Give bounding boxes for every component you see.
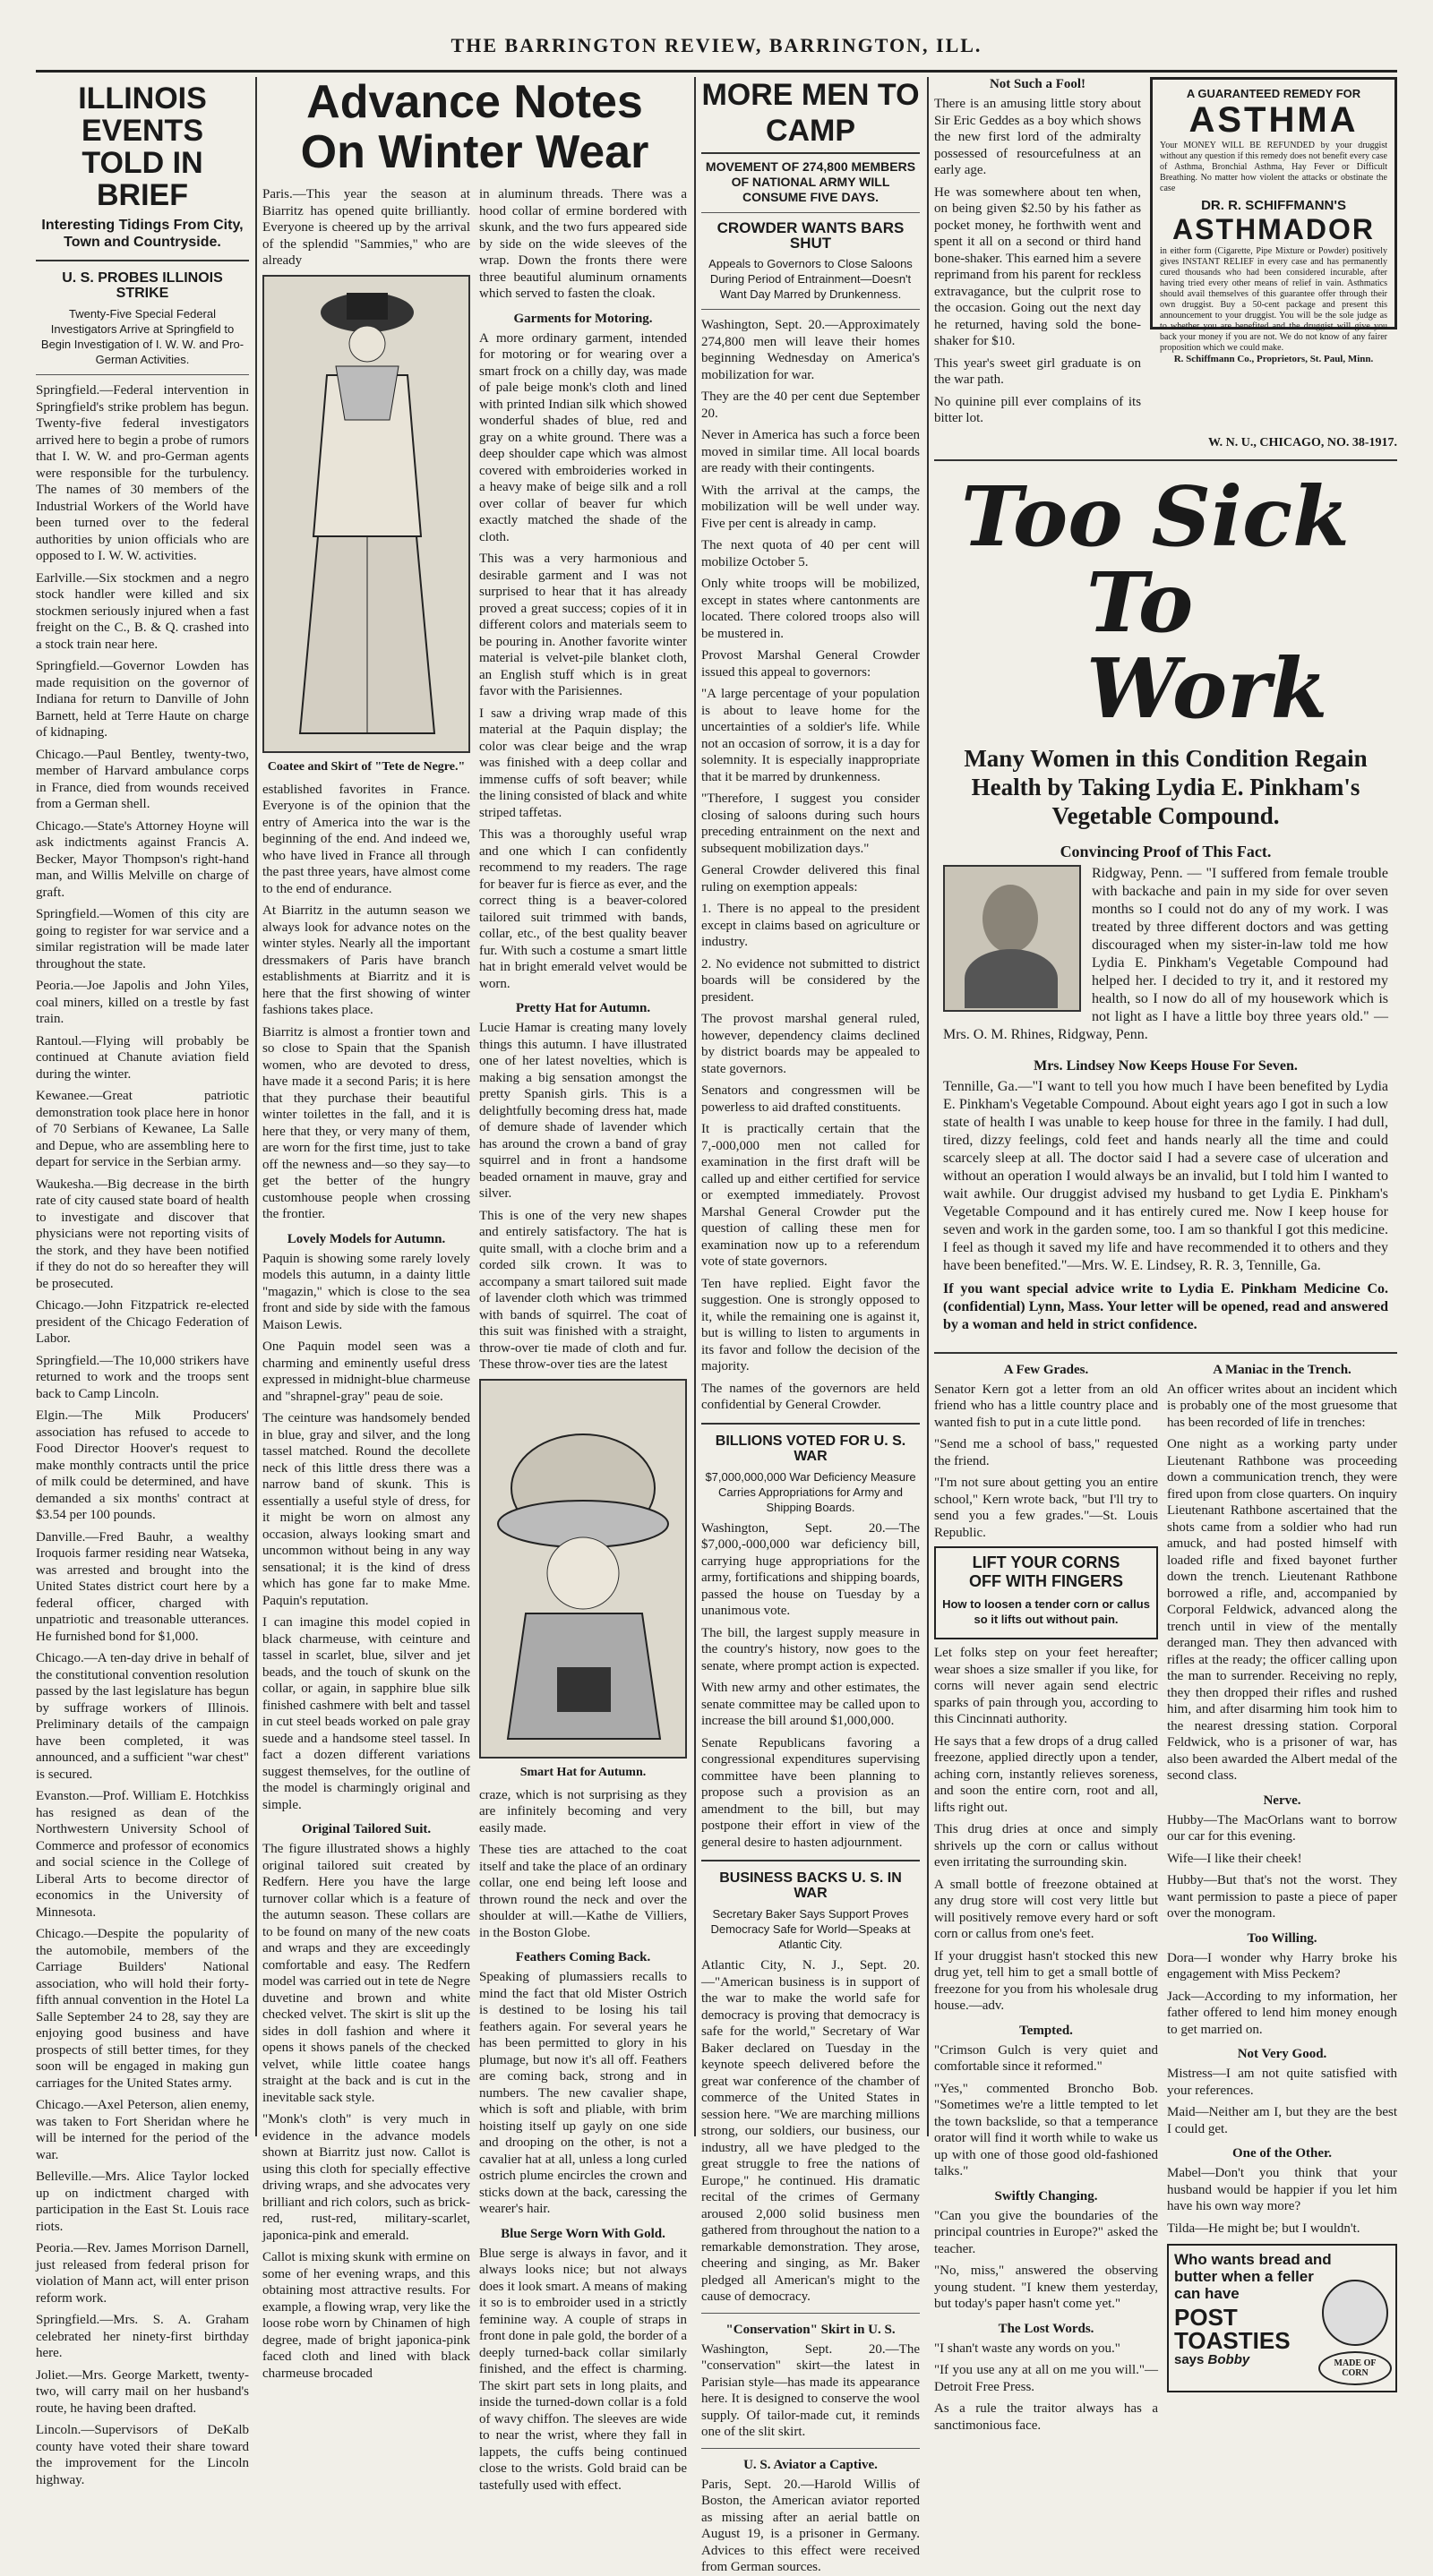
article-body (479, 1969, 687, 2218)
paragraph: He was somewhere about ten when, on being given $2.50 by his father as pocket money, he forthwith went and spent it all on a second or third hand bone-shaker. This earned him a severe reprimand from his parent for reckless extravagance, but the culprit rose to the occasion. Going out the next day he returned, having sold the bone-shaker for $10. (934, 184, 1142, 348)
paragraph: 2. No evidence not submitted to district boards will be considered by the president. (701, 956, 920, 1005)
article-body (1167, 1812, 1397, 1922)
paragraph: "A large percentage of your population is about to leave home for the uncertainties of a soldier's life. While not an occasion of sorrow, it is a day for solemnity. It is especially inappropriate that it be marred by drunkenness. (701, 687, 920, 784)
paragraph: "Can you give the boundaries of the principal countries in Europe?" asked the teacher. (934, 2208, 1158, 2256)
paragraph: This is one of the very new shapes and entirely satisfactory. The hat is quite small, with a cloche brim and a corded silk crown. It was to accompany a smart tailored suit made of lavender cloth which was trimmed with bands of squirrel. The coat of this suit was finished with a straight, throw-over tie made of cloth and fur. These throw-over ties are the latest (479, 1208, 687, 1372)
fashion-right-column (479, 186, 687, 2499)
paragraph: Evanston.—Prof. William E. Hotchkiss has resigned as dean of the Northwestern University School of Commerce and professor of economics and social science in the College of Liberal Arts to become director of economics in the University of Minnesota. (36, 1789, 249, 1920)
illustration-caption: Coatee and Skirt of "Tete de Negre." (267, 759, 466, 774)
article-body (934, 1382, 1158, 1542)
paragraph: Only white troops will be mobilized, except in states where cantonments are located. There colored troops also will be mustered in. (701, 577, 920, 641)
sub-headline: CROWDER WANTS BARS SHUT (716, 219, 905, 252)
paragraph: Chicago.—John Fitzpatrick re-elected president of the Chicago Federation of Labor. (36, 1298, 249, 1346)
paragraph: Chicago.—Axel Peterson, alien enemy, was taken to Fort Sheridan where he will be interned for the period of the war. (36, 2098, 249, 2162)
article-body (934, 2341, 1158, 2396)
sub-heading: Blue Serge Worn With Gold. (501, 2226, 665, 2241)
corns-box (934, 1546, 1158, 1639)
sub-heading: One of the Other. (1231, 2146, 1333, 2161)
paragraph: in aluminum threads. There was a hood collar of ermine bordered with skunk, and the two furs appeared side by side on the wide sleeves of the wrap. Down the fronts there were three beautiful aluminum ornaments which served to fasten the cloak. (479, 187, 687, 301)
ad-sub: Convincing Proof of This Fact. (1060, 842, 1272, 860)
column-rule (927, 77, 929, 2136)
boy-face-icon (1322, 2280, 1388, 2346)
ad-advice: If you want special advice write to Lydia E. Pinkham Medicine Co. (confidential) Lynn, Mass. Your letter will be opened, read and answered by a woman and held in strict confidence. (943, 1280, 1388, 1332)
corns-deck: How to loosen a tender corn or callus so it lifts out without pain. (942, 1597, 1150, 1626)
paragraph: The names of the governors are held confidential by General Crowder. (701, 1381, 920, 1412)
fashion-left-column (262, 186, 470, 2499)
paragraph: One night as a working party under Lieutenant Rathbone was proceeding down a communication trench, they were fired upon from close quarters. On inquiry Lieutenant Rathbone ascertained that the shots came from a soldier who had run amuck, and had posted himself with loaded rifle and fixed bayonet further down the trench. Lieutenant Rathbone borrowed a rifle, and, accompanied by Corporal Feldwick, advanced along the trench until in view of the mentally deranged man. They then advanced with rifles at the ready; the officer calling upon the man to surrender. Receiving no reply, they then dropped their rifles and rushed him, and after disarming him took him to the nearest dressing station. Corporal Feldwick, who is a prisoner of war, has also been awarded the Albert medal of the second class. (1167, 1437, 1397, 1783)
paragraph: This drug dries at once and simply shrivels up the corn or callus without even irritating the surrounding skin. (934, 1822, 1158, 1870)
sub-heading: Garments for Motoring. (513, 311, 653, 326)
paragraph: Chicago.—Despite the popularity of the automobile, members of the Carriage Builders' National association, who will hold their forty-fifth annual convention in the Hotel La Salle September 24 to 28, say they are enjoying good business and have prospects of still better times, for they soon will be engaged in making gun carriages for the United States army. (36, 1927, 249, 2091)
article-body (1167, 1382, 1397, 1784)
paragraph: Springfield.—Women of this city are going to register for war service and a similar registration will be made later throughout the state. (36, 907, 249, 971)
divider (36, 374, 249, 375)
sub-deck: Secretary Baker Says Support Proves Democracy Safe for World—Speaks at Atlantic City. (710, 1907, 911, 1951)
sub-deck: $7,000,000,000 War Deficiency Measure Carries Appropriations for Army and Shipping Boards. (705, 1469, 916, 1514)
paragraph: Chicago.—A ten-day drive in behalf of the constitutional convention resolution passed by the last legislature has begun by suffrage workers of Illinois. Preliminary details of the campaign have been completed, it was announced, and a sufficient "war chest" is secured. (36, 1651, 249, 1782)
paragraph: Lincoln.—Supervisors of DeKalb county have voted their share toward the improvement for the Lincoln highway. (36, 2423, 249, 2487)
column-illinois-events (36, 77, 249, 2487)
paragraph: Peoria.—Joe Japolis and John Yiles, coal miners, killed on a trestle by fast train. (36, 979, 249, 1026)
article-body (934, 1645, 1158, 2015)
paragraph: Dora—I wonder why Harry broke his engagement with Miss Peckem? (1167, 1950, 1397, 1981)
paragraph: Chicago.—Paul Bentley, twenty-two, member of Harvard ambulance corps in France, died from wounds received from a German shell. (36, 747, 249, 811)
sub-heading: Feathers Coming Back. (515, 1950, 651, 1964)
paragraph: This was a thoroughly useful wrap and one which I can confidently recommend to my readers. The rage for beaver fur is fierce as ever, and the correct thing is a beaver-colored tailored suit trimmed with bands, collar, etc., of the best quality beaver fur. With such a costume a smart little hat in bright emerald velvet would be worn. (479, 827, 687, 991)
paragraph: "No, miss," answered the observing young student. "I knew them yesterday, but today's paper hasn't come yet." (934, 2264, 1158, 2311)
ad-body: in either form (Cigarette, Pipe Mixture or Powder) positively gives INSTANT RELIEF in every case and has permanently cured thousands who had been considered incurable, after having tried every other means of relief in vain. Asthmatics should avail themselves of this guarantee offer through their own druggist. Buy a 50-cent package and present this announcement to your druggist. You will be the sole judge as to whether you are benefited and the druggist will give you back your money if you are not. We do not know of any fairer proposition which we could make. (1160, 246, 1387, 353)
sub-heading: Nerve. (1263, 1793, 1301, 1808)
paragraph: Ten have replied. Eight favor the suggestion. One is strongly opposed to it, while the remaining one is against it, but is willing to listen to arguments in its favor and follow the decision of the majority. (701, 1276, 920, 1374)
illustration-caption: Smart Hat for Autumn. (519, 1765, 647, 1779)
article-body (701, 2477, 920, 2576)
paragraph: Springfield.—The 10,000 strikers have returned to work and the troops sent back to Camp Lincoln. (36, 1353, 249, 1401)
sub-heading: Too Willing. (1247, 1930, 1317, 1946)
ad-sub: Mrs. Lindsey Now Keeps House For Seven. (1034, 1057, 1298, 1074)
article-body (479, 1787, 687, 1942)
paragraph: Senate Republicans favoring a congressional expenditures supervising committee have been planning to propose such a provision as an amendment to the bill, but may postpone their effort in view of the general desire to hasten adjournment. (701, 1735, 920, 1850)
paragraph: Senator Kern got a letter from an old friend who has a little country place and wanted fish to put in a cute little pond. (934, 1382, 1158, 1430)
testimonial: Tennille, Ga.—"I want to tell you how much I have been benefited by Lydia E. Pinkham's Vegetable Compound. About eight years ago I got in such a low state of health I was unable to keep house for three in the family. I had dull, tired, dizzy feelings, cold feet and hands nearly all the time and could scarcely sleep at all. The doctor said I had a severe case of ulceration and without an operation I would always be an invalid, but I told him I wanted to wait awhile. Our druggist advised my husband to get Lydia E. Pinkham's Vegetable Compound and it has entirely cured me. Now I keep house for seven and work in the garden some, too. I am so thankful I got this medicine. I feel as though it saved my life and have recommended it to others and they have been benefited."—Mrs. W. E. Lindsey, R. R. 3, Tennille, Ga. (943, 1078, 1388, 1273)
column-rule (255, 77, 257, 2136)
sub-heading: U. S. Aviator a Captive. (743, 2457, 878, 2472)
sub-heading: Tempted. (1019, 2023, 1073, 2038)
ad-title-too-sick: Too Sick (961, 467, 1350, 565)
paragraph: I can imagine this model copied in black charmeuse, with ceinture and tassel in scarlet, blue, silver and jet beads, and the touch of skunk on the collar, or again, in sapphire blue silk finished cashmere with belt and tassel in cut steel beads worked on pale gray suede and a handsome steel tassel. In fact a dozen different variations suggest themselves, for the outline of the model is charmingly original and simple. (262, 1615, 470, 1812)
sub-heading: Lovely Models for Autumn. (287, 1231, 446, 1246)
paragraph: Paris.—This year the season at Biarritz has opened quite brilliantly. Everyone is cheered up by the arrival of the splendid "Sammies," who are already (262, 187, 470, 268)
misc-right-column (1167, 1363, 1397, 2440)
paragraph: Waukesha.—Big decrease in the birth rate of city caused state board of health to investigate and discover that physicians were not reporting visits of the stork, and they have been notified if they do not do so hereafter they will be prosecuted. (36, 1177, 249, 1291)
sub-heading: "Conservation" Skirt in U. S. (725, 2322, 896, 2337)
paragraph: This year's sweet girl graduate is on the war path. (934, 355, 1142, 387)
divider (701, 1860, 920, 1861)
article-body (934, 96, 1141, 427)
paragraph: The next quota of 40 per cent will mobilize October 5. (701, 538, 920, 569)
article-body (1167, 2066, 1397, 2137)
article-body (701, 1520, 920, 1852)
sub-heading: Original Tailored Suit. (301, 1822, 432, 1836)
ad-brand: DR. R. SCHIFFMANN'S (1201, 198, 1346, 213)
ad-title-to-work: To Work (1086, 553, 1328, 737)
paragraph: Let folks step on your feet hereafter; wear shoes a size smaller if you like, for corns will never again send electric sparks of pain through you, according to this Cincinnati authority. (934, 1646, 1158, 1726)
paragraph: As a rule the traitor always has a sanctimonious face. (934, 2401, 1158, 2433)
article-body (262, 1251, 470, 1814)
ad-line: can have (1174, 2285, 1240, 2302)
paragraph: Chicago.—State's Attorney Hoyne will ask indictments against Francis A. Becker, Mayor Thompson's right-hand man, and Willis Melville on charge of graft. (36, 818, 249, 900)
paragraph: Belleville.—Mrs. Alice Taylor locked up on indictment charged with participation in the East St. Louis race riots. (36, 2169, 249, 2234)
ad-title: ASTHMA (1188, 100, 1359, 140)
ad-product: TOASTIES (1174, 2327, 1291, 2354)
deck: Interesting Tidings From City, Town and Countryside. (41, 218, 244, 250)
paragraph: craze, which is not surprising as they are infinitely becoming and very easily made. (479, 1787, 687, 1836)
sub-deck: Twenty-Five Special Federal Investigators Arrive at Springfield to Begin Investigation of I. W. W. and Pro-German Activities. (40, 307, 245, 366)
paragraph: Peoria.—Rev. James Morrison Darnell, just released from federal prison for violation of Mann act, will enter prison reform work. (36, 2241, 249, 2306)
paragraph: They are the 40 per cent due September 20. (701, 389, 920, 421)
paragraph: "I shan't waste any words on you." (934, 2341, 1120, 2356)
sub-heading: A Maniac in the Trench. (1213, 1362, 1351, 1377)
article-body (479, 1020, 687, 1374)
article-body (36, 382, 249, 2488)
paragraph: "Therefore, I suggest you consider closing of saloons during such hours preceding entrainment on the next and subsequent mobilization days." (701, 792, 920, 856)
paragraph: "Monk's cloth" is very much in evidence in the advance models shown at Biarritz just now. Callot is using this cloth for specially effective driving wraps, and she advocates very brilliant and rich colors, such as brick-red, rust-red, military-scarlet, japonica-pink and emerald. (262, 2112, 470, 2243)
paragraph: Kewanee.—Great patriotic demonstration took place here in honor of 70 Serbians of Kewanee, La Salle and Depue, who are assembling here to depart for service in the Serbian army. (36, 1089, 249, 1169)
divider (701, 212, 920, 213)
divider (36, 260, 249, 261)
masthead: THE BARRINGTON REVIEW, BARRINGTON, ILL. (36, 34, 1397, 73)
divider (701, 1423, 920, 1425)
wnu-line: W. N. U., CHICAGO, NO. 38-1917. (1207, 435, 1397, 449)
paragraph: Hubby—The MacOrlans want to borrow our car for this evening. (1167, 1812, 1397, 1844)
paragraph: If your druggist hasn't stocked this new drug yet, tell him to get a small bottle of freezone for you from his wholesale drug house.—adv. (934, 1948, 1158, 2013)
article-body (479, 330, 687, 993)
ad-brand: POST (1174, 2304, 1238, 2331)
paragraph: Tilda—He might be; but I wouldn't. (1167, 2221, 1360, 2236)
paragraph: A small bottle of freezone obtained at any drug store will cost very little but will positively remove every hard or soft corn or callus from one's feet. (934, 1877, 1158, 1941)
pinkham-ad (934, 467, 1397, 1343)
paragraph: "Send me a school of bass," requested the friend. (934, 1437, 1158, 1468)
divider (934, 459, 1397, 461)
testimonial: Ridgway, Penn. — "I suffered from female trouble with backache and pain in my side for over seven months so I could not do any of my work. I was treated by three different doctors and was getting discouraged when my sister-in-law told me how Lydia E. Pinkham's Vegetable Compound had helped her. I decided to try it, and it restored my health, so I now do all of my housework which is not light as I have a little boy three years old." — Mrs. O. M. Rhines, Ridgway, Penn. (943, 865, 1388, 1042)
paragraph: Springfield.—Federal intervention in Springfield's strike problem has begun. Twenty-five federal investigators arrived here to begin a probe of rumors that I. W. W. and pro-German agents were responsible for the turbulency. The names of 30 members of the Industrial Workers of the World have been turned over to the federal authorities by union officials who are opposed to I. W. W. activities. (36, 383, 249, 563)
paragraph: With new army and other estimates, the senate committee may be called upon to increase the bill around $1,000,000. (701, 1681, 920, 1728)
divider (934, 1352, 1397, 1354)
paragraph: Biarritz is almost a frontier town and so close to Spain that the Spanish women, who are devoted to dress, have made it a second Paris; it is here that they purchase their beautiful winter toilettes in the fall, and it is here that they, or very many of them, are worn for the first time, just to take off the newness and—so they say—to get the better of the hungry customhouse people when crossing the frontier. (262, 1024, 470, 1221)
headline-illinois-events: ILLINOIS EVENTS (78, 81, 207, 148)
ad-says: says (1174, 2352, 1205, 2367)
paragraph: Springfield.—Mrs. S. A. Graham celebrated her ninety-first birthday here. (36, 2313, 249, 2360)
article-body (479, 186, 687, 303)
paragraph: Maid—Neither am I, but they are the best I could get. (1167, 2105, 1397, 2136)
ad-badge: MADE OF CORN (1318, 2351, 1392, 2385)
paragraph: Atlantic City, N. J., Sept. 20.—"American business is in support of the war to make the world safe for democracy is proving that democracy is safe for the world," Secretary of War Baker declared on Tuesday in the keynote speech delivered before the great war conference of the chamber of commerce of the United States in session here. "We are marching millions strong, our soldiers, our business, our industry, all we have pledged to the great struggle to free the nations of Europe," he continued. His dramatic recital of the crimes of Germany aroused 2,000 solid business men gathered from throughout the nation to a remarkable demonstration. They arose, cheering and singing, as Mr. Baker pledged all American's might to the cause of democracy. (701, 1958, 920, 2304)
woman-figure-icon (264, 277, 468, 748)
paragraph: Washington, Sept. 20.—Approximately 274,800 men will leave their homes beginning Wednesday on America's mobilization for war. (701, 318, 920, 382)
paragraph: "I'm not sure about getting you an entire school," Kern wrote back, "but I'll try to send you a few grades."—St. Louis Republic. (934, 1476, 1158, 1540)
paragraph: Hubby—But that's not the worst. They want permission to paste a piece of paper over the monogram. (1167, 1873, 1397, 1921)
paragraph: "If you use any at all on me you will."—Detroit Free Press. (934, 2363, 1158, 2394)
corns-title: LIFT YOUR CORNS (972, 1553, 1120, 1571)
headline-advance-notes: Advance Notes (306, 76, 643, 128)
coatee-illustration (262, 275, 470, 774)
article-body (701, 1957, 920, 2306)
article-body (934, 2208, 1158, 2313)
paragraph: Washington, Sept. 20.—The $7,000,-000,000 war deficiency bill, carrying huge appropriations for the army, fortifications and shipping boards, passed the house on Tuesday by a unanimous vote. (701, 1520, 920, 1618)
paragraph: Wife—I like their cheek! (1167, 1851, 1302, 1866)
paragraph: "Crimson Gulch is very quiet and comfortable since it reformed." (934, 2042, 1158, 2074)
paragraph: At Biarritz in the autumn season we always look for advance notes on the winter styles. Nearly all the important dressmakers of Paris have branch establishments at Biarritz and it is here that the first showing of winter fashions takes place. (262, 903, 470, 1017)
paragraph: Never in America has such a force been moved in similar time. All local boards are ready with their contingents. (701, 428, 920, 475)
paragraph: "Yes," commented Broncho Bob. "Sometimes we're a little tempted to let the town backslide, so that a temperance orator will find it worth while to wake us up with one of those good old-fashioned talks." (934, 2081, 1158, 2178)
paragraph: Paris, Sept. 20.—Harold Willis of Boston, the American aviator reported as missing after an aerial battle on August 19, is a prisoner in Germany. Advices to this effect were received from German sources. (701, 2477, 920, 2574)
paragraph: An officer writes about an incident which is probably one of the most gruesome that has been recorded of life in trenches: (1167, 1382, 1397, 1430)
paragraph: Springfield.—Governor Lowden has made requisition on the governor of Indiana for return to Danville of John Barnett, held at Terre Haute on charge of kidnaping. (36, 659, 249, 740)
article-body (479, 2246, 687, 2495)
sub-heading: Pretty Hat for Autumn. (515, 1001, 651, 1015)
sub-heading: The Lost Words. (998, 2321, 1094, 2336)
paragraph: Joliet.—Mrs. George Markett, twenty-two, will carry mail on her husband's route, he having been drafted. (36, 2367, 249, 2416)
article-body (262, 1841, 470, 2382)
sub-headline: BILLIONS VOTED FOR U. S. WAR (715, 1433, 906, 1464)
paragraph: established favorites in France. Everyone is of the opinion that the entry of America into the war is the beginning of the end. And indeed we, who have lived in France all through the past three years, have almost come to the end of endurance. (262, 782, 470, 896)
paragraph: The ceinture was handsomely bended in blue, gray and silver, and the long tassel matched. Round the decollete neck of this little dress there was a narrow band of skunk. This is essentially a useful style of dress, for it might be worn on almost any occasion, always looking smart and uncommon without being in any way sensational; it is the kind of dress which has gone far to make Mme. Paquin's reputation. (262, 1411, 470, 1608)
ad-tagline: A GUARANTEED REMEDY FOR (1186, 87, 1361, 100)
sub-deck: Appeals to Governors to Close Saloons During Period of Entrainment—Doesn't Want Day Marred by Drunkenness. (708, 257, 913, 301)
paragraph: Paquin is showing some rarely lovely models this autumn, in a dainty little "magazin," which is close to the sea front and side by side with the famous Maison Lewis. (262, 1251, 470, 1332)
headline-more-men-to-camp: MORE MEN TO CAMP (701, 77, 920, 154)
paragraph: Washington, Sept. 20.—The "conservation" skirt—the latest in Parisian style—has made its appearance here. It is designed to conserve the wool supply. Of tailor-made cut, it reminds one of the slit skirt. (701, 2341, 920, 2439)
paragraph: Danville.—Fred Bauhr, a wealthy Iroquois farmer residing near Watseka, was arrested and brought into the United States district court here by a federal officer, charged with unpatriotic and treasonable utterances. He furnished bond for $1,000. (36, 1529, 249, 1644)
sub-headline: BUSINESS BACKS U. S. IN WAR (719, 1870, 902, 1901)
column-more-men-to-camp (701, 77, 920, 2574)
not-such-a-fool (934, 77, 1141, 432)
article-body (701, 317, 920, 1414)
paragraph: Provost Marshal General Crowder issued this appeal to governors: (701, 648, 920, 680)
corns-title: OFF WITH FINGERS (969, 1572, 1123, 1590)
paragraph: I saw a driving wrap made of this material at the Paquin display; the color was clear beige and the wrap was finished with a deep collar and immense cuffs of soft beaver; while the lining consisted of black and white striped taffetas. (479, 706, 687, 820)
paragraph: The bill, the largest supply measure in the country's history, now goes to the senate, where prompt action is expected. (701, 1625, 920, 1673)
paragraph: Senators and congressmen will be powerless to aid drafted constituents. (701, 1083, 920, 1115)
paragraph: Blue serge is always in favor, and it always looks nice; but not always does it look smart. A means of making it so is to embroider used in a strictly feminine way. A couple of straps in front done in pale gold, the border of a deeply turned-back collar similarly finished, and the effect is charming. The skirt part sets in long plaits, and inside the turned-down collar is a fold of wavy chiffon. The sleeves are wide to near the wrist, where they fall in lappets, the cuffs being continued close to the wrists. Gold braid can be tastefully used with effect. (479, 2246, 688, 2493)
deck: MOVEMENT OF 274,800 MEMBERS OF NATIONAL ARMY WILL CONSUME FIVE DAYS. (705, 159, 916, 204)
ad-signature: R. Schiffmann Co., Proprietors, St. Paul, Minn. (1173, 354, 1374, 364)
headline-told-in-brief: TOLD IN BRIEF (82, 146, 203, 212)
paragraph: 1. There is no appeal to the president except in claims based on agriculture or industry. (701, 902, 920, 949)
column-rule (694, 77, 696, 2136)
divider (701, 309, 920, 310)
sub-headline: U. S. PROBES ILLINOIS STRIKE (62, 270, 223, 301)
ad-product: ASTHMADOR (1172, 213, 1376, 245)
hat-figure-icon (481, 1381, 685, 1753)
paragraph: Elgin.—The Milk Producers' association has refused to accede to Food Director Hoover's request to make monthly contracts until the price of milk could be determined, and have demanded a six months' contract at $3.54 per 100 pounds. (36, 1408, 249, 1522)
paragraph: A more ordinary garment, intended for motoring or for wearing over a smart frock on a chilly day, was made of pale beige monk's cloth and lined with printed Indian silk which showed wonderful shades of blue, red and gray on a white ground. There was a deep shoulder cape which was almost covered with embroideries worked in a heavy make of beige silk and a roll over collar of beaver fur which exactly matched the shade of the cloth. (479, 330, 687, 544)
divider (701, 2448, 920, 2449)
misc-left-column (934, 1363, 1158, 2440)
paragraph: Jack—According to my information, her father offered to lend him money enough to get married on. (1167, 1989, 1397, 2037)
ad-line: Who wants bread and (1174, 2251, 1332, 2268)
paragraph: General Crowder delivered this final ruling on exemption appeals: (701, 863, 920, 894)
paragraph: There is an amusing little story about Sir Eric Geddes as a boy which shows the new first lord of the admiralty possessed of resourcefulness at an early age. (934, 97, 1142, 177)
ad-line: butter when a feller (1174, 2268, 1314, 2285)
ad-deck: Many Women in this Condition Regain Health by Taking Lydia E. Pinkham's Vegetable Compound. (964, 744, 1368, 829)
paragraph: It is practically certain that the 7,-000,000 men not called for examination in the first draft will be called up and either certified for service or exempted immediately. Provost Marshal General Crowder put the question of calling these men for examination now up to a referendum vote of state governors. (701, 1122, 920, 1269)
article-body (701, 2341, 920, 2441)
headline-winter-wear: On Winter Wear (300, 126, 649, 178)
paragraph: This was a very harmonious and desirable garment and I was not surprised to hear that it has already proved a great success; copies of it in different colors and materials seem to be pouring in. Another favorite winter material is velvet-pile blanket cloth, an English stuff which is in great favor with the Parisiennes. (479, 552, 687, 698)
article-body (934, 2042, 1158, 2180)
paragraph: No quinine pill ever complains of its bitter lot. (934, 394, 1142, 425)
column-ads (934, 77, 1397, 2433)
asthma-ad (1150, 77, 1397, 364)
paragraph: Earlville.—Six stockmen and a negro stock handler were killed and six stockmen seriously injured when a fast freight on the C., B. & Q. crashed into a stock train near here. (36, 570, 249, 652)
sub-heading: A Few Grades. (1003, 1362, 1089, 1377)
paragraph: Callot is mixing skunk with ermine on some of her evening wraps, and this obtaining most attractive results. For example, a flowing wrap, very like the loose robe worn by Chinamen of high degree, made of bright japonica-pink faced cloth and lined with black charmeuse brocaded (262, 2250, 470, 2381)
paragraph: The provost marshal general ruled, however, dependency claims declined by district boards may be appealed to state governors. (701, 1012, 920, 1076)
ad-body: Your MONEY WILL BE REFUNDED by your druggist without any question if this remedy does not benefit every case of Asthma, Bronchial Asthma, Hay Fever or Difficult Breathing. No matter how violent the attacks or obstinate the case (1160, 141, 1387, 193)
ad-bobby: Bobby (1207, 2352, 1250, 2367)
paragraph: One Paquin model seen was a charming and eminently useful dress expressed in midnight-blue charmeuse and "shrapnel-gray" peau de soie. (262, 1339, 470, 1404)
portrait-photo (943, 865, 1081, 1012)
sub-heading: Not Such a Fool! (989, 77, 1086, 91)
sub-heading: Swiftly Changing. (994, 2188, 1098, 2204)
paragraph: Mistress—I am not quite satisfied with your references. (1167, 2067, 1397, 2098)
paragraph: The figure illustrated shows a highly original tailored suit created by Redfern. Here you have the large turnover collar which is a feature of the autumn season. These collars are to be found on many of the new coats and wraps and they are exceedingly comfortable and easy. The Redfern model was carried out in tete de Negre duvetine and brown and white checked velvet. The skirt is slit up the sides in doll fashion and where it opens it shows panels of the checked velvet, while little coatee hangs straight at the back and is cut in the inevitable sack style. (262, 1842, 470, 2105)
article-body (262, 782, 470, 1223)
paragraph: Speaking of plumassiers recalls to mind the fact that old Mister Ostrich is destined to be losing his tail feathers again. For several years he has been permitted to glory in his plumage, but now it's all off. Feathers are coming back, strong and in numbers. The new cavalier shape, which is soft and pliable, with brim hoisting itself up gayly on one side and drooping on the other, is not a cavalier hat at all, unless a long curled ostrich plume encircles the crown and sticks down at the back, caressing the wearer's hair. (479, 1970, 687, 2216)
article-body (1167, 1950, 1397, 2039)
paragraph: Mabel—Don't you think that your husband would be happier if you let him have his own way more? (1167, 2166, 1397, 2213)
post-toasties-ad (1167, 2244, 1397, 2392)
column-winter-wear (262, 76, 688, 2493)
paragraph: Lucie Hamar is creating many lovely things this autumn. I have illustrated one of her latest novelties, which is making a big sensation amongst the pretty Spanish girls. This is a delightfully becoming dress hat, made of demure shade of lavender which has around the crown a band of gray squirrel and in front a handsome beaded ornament in mauve, gray and silver. (479, 1021, 687, 1201)
article-body (1167, 2165, 1397, 2237)
paragraph: These ties are attached to the coat itself and take the place of an ordinary collar, one end being left loose and thrown round the neck and over the shoulder at will.—Kathe de Villiers, in the Boston Globe. (479, 1843, 687, 1940)
hat-illustration (479, 1379, 687, 1779)
divider (701, 2313, 920, 2314)
paragraph: He says that a few drops of a drug called freezone, applied directly upon a tender, aching corn, instantly relieves soreness, and soon the entire corn, root and all, lifts right out. (934, 1733, 1158, 1815)
paragraph: Rantoul.—Flying will probably be continued at Chanute aviation field during the winter. (36, 1033, 249, 1082)
sub-heading: Not Very Good. (1237, 2047, 1327, 2061)
paragraph: With the arrival at the camps, the mobilization will be well under way. Five per cent is already in camp. (701, 483, 920, 531)
